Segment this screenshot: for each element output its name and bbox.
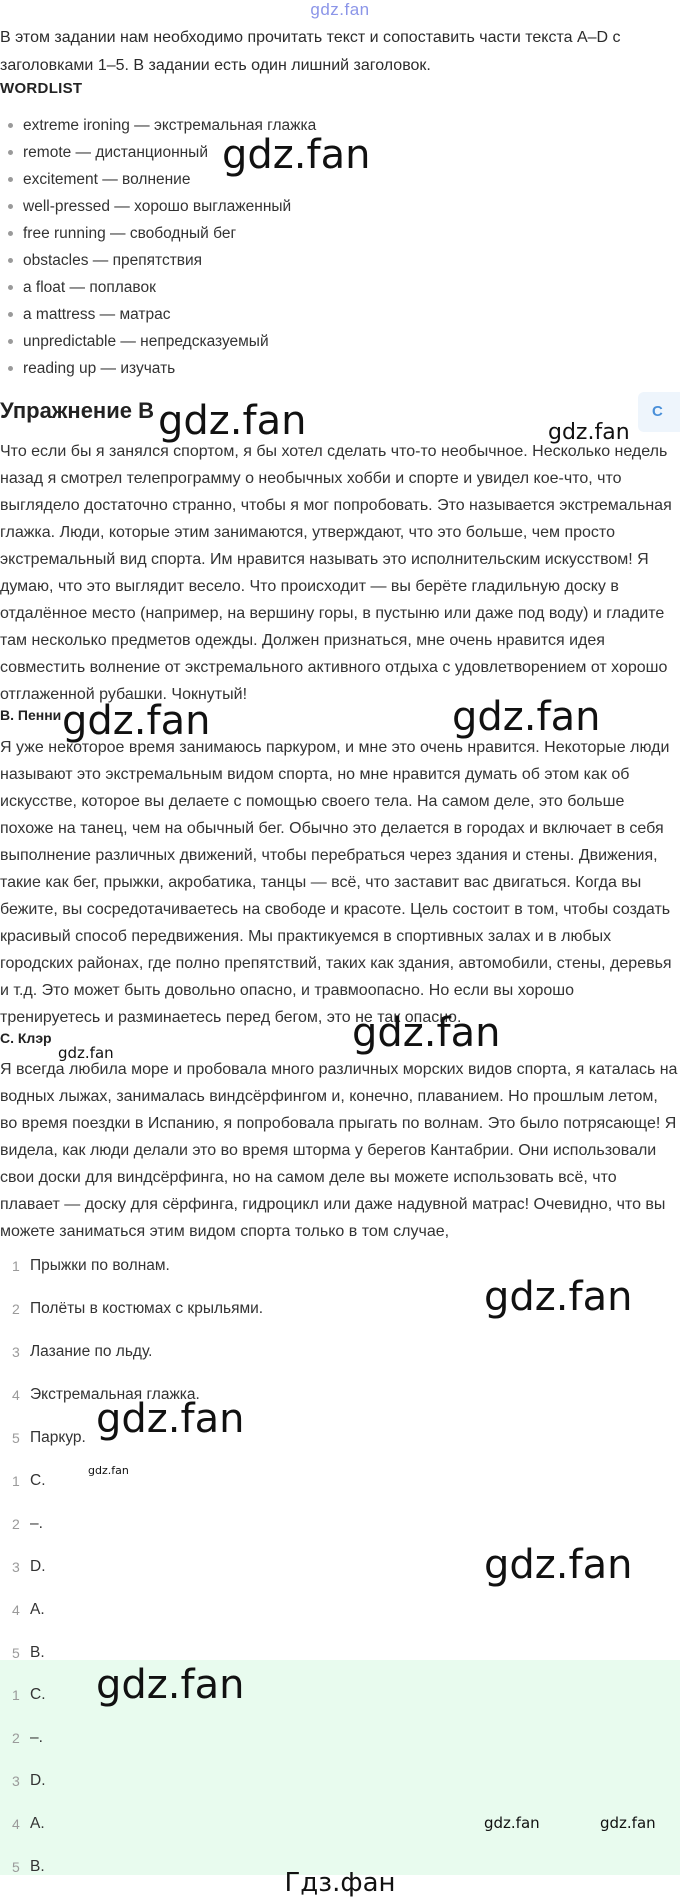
wordlist-item: remote — дистанционный — [8, 139, 316, 166]
paragraph-a: Что если бы я занялся спортом, я бы хотел сделать что-то необычное. Несколько недель назад я смотрел телепрограмму о необычных хобби и спорте и увидел кое-что, что выглядело достаточно странно, чтобы я мог попробовать. Это называется экстремальная глажка. Люди, которые этим занимаются, утверждают, что это больше, чем просто экстремальный вид спорта. Им нравится называть это исполнительским искусством! Я думаю, что это выглядит весело. Что происходит — вы берёте гладильную доску в отдалённое место (например, на вершину горы, в пустыню или даже под воду) и гладите там несколько предметов одежды. Должен признаться, мне очень нравится идея совместить волнение от экстремального активного отдыха с удовлетворением от хорошо отглаженной рубашки. Чокнутый! — [0, 443, 672, 703]
watermark: gdz.fan — [548, 420, 630, 445]
c-button[interactable]: C — [638, 392, 680, 432]
watermark: gdz.fan — [88, 1464, 129, 1477]
bullet-icon — [8, 231, 13, 236]
bullet-icon — [8, 366, 13, 371]
wordlist-item: unpredictable — непредсказуемый — [8, 328, 316, 355]
paragraph-c: Я всегда любила море и пробовала много различных морских видов спорта, я каталась на водных лыжах, занималась виндсёрфингом и, конечно, плаванием. Но прошлым летом, во время поездки в Испанию, я попробовала прыгать по волнам. Это было потрясающе! Я видела, как люди делали это во время шторма у берегов Кантабрии. Они использовали свои доски для виндсёрфинга, но на самом деле вы можете использовать всё, что плавает — доску для сёрфинга, гидроцикл или даже надувной матрас! Очевидно, что вы можете заниматься этим видом спорта только в том случае, — [0, 1061, 678, 1240]
list-item: 4 A. — [12, 1814, 45, 1832]
wordlist-item: free running — свободный бег — [8, 220, 316, 247]
watermark: gdz.fan — [484, 1814, 540, 1832]
watermark: gdz.fan — [452, 694, 601, 740]
list-item: 5 B. — [12, 1857, 45, 1875]
bullet-icon — [8, 150, 13, 155]
bullet-icon — [8, 123, 13, 128]
list-item: 2 –. — [12, 1728, 43, 1746]
watermark: gdz.fan — [62, 698, 211, 744]
list-item: 3 D. — [12, 1771, 46, 1789]
list-item: 5 B. — [12, 1643, 45, 1661]
list-item: 4 Экстремальная глажка. — [12, 1385, 200, 1403]
list-item: 1 C. — [12, 1685, 46, 1703]
list-item: 1 Прыжки по волнам. — [12, 1256, 170, 1274]
wordlist-heading: WORDLIST — [0, 80, 83, 97]
watermark: gdz.fan — [222, 132, 371, 178]
wordlist-item: obstacles — препятствия — [8, 247, 316, 274]
watermark: gdz.fan — [484, 1542, 633, 1588]
section-b-heading: B. Пенни — [0, 707, 62, 723]
list-item: 3 D. — [12, 1557, 46, 1575]
intro-text: В этом задании нам необходимо прочитать текст и сопоставить части текста A–D с заголовками 1–5. В задании есть один лишний заголовок. — [0, 29, 621, 74]
bullet-icon — [8, 177, 13, 182]
bullet-icon — [8, 312, 13, 317]
watermark: gdz.fan — [96, 1396, 245, 1442]
list-item: 1 C. — [12, 1471, 46, 1489]
watermark: gdz.fan — [352, 1010, 501, 1056]
wordlist-item: excitement — волнение — [8, 166, 316, 193]
top-watermark: gdz.fan — [310, 0, 370, 19]
list-item: 5 Паркур. — [12, 1428, 86, 1446]
paragraph-b: Я уже некоторое время занимаюсь паркуром, и мне это очень нравится. Некоторые люди называют это экстремальным видом спорта, но мне нравится думать об этом как об искусстве, которое вы делаете с помощью своего тела. На самом деле, это больше похоже на танец, чем на обычный бег. Обычно это делается в городах и включает в себя выполнение различных движений, чтобы перебраться через здания и стены. Движения, такие как бег, прыжки, акробатика, танцы — всё, что заставит вас двигаться. Когда вы бежите, вы сосредотачиваетесь на свободе и красоте. Цель состоит в том, чтобы создать красивый способ передвижения. Мы практикуемся в спортивных залах и в любых городских районах, где полно препятствий, таких как здания, автомобили, стены, деревья и т.д. Это может быть довольно опасно, и травмоопасно. Но если вы хорошо тренируетесь и разминаетесь перед бегом, это не так опасно. — [0, 739, 672, 1026]
bullet-icon — [8, 285, 13, 290]
wordlist-item: a float — поплавок — [8, 274, 316, 301]
bullet-icon — [8, 204, 13, 209]
list-item: 3 Лазание по льду. — [12, 1342, 153, 1360]
list-item: 2 Полёты в костюмах с крыльями. — [12, 1299, 264, 1317]
section-c-heading: C. Клэр — [0, 1030, 52, 1046]
wordlist-item: extreme ironing — экстремальная глажка — [8, 112, 316, 139]
bullet-icon — [8, 339, 13, 344]
exercise-title: Упражнение B — [0, 398, 154, 423]
wordlist-item: a mattress — матрас — [8, 301, 316, 328]
wordlist-item: reading up — изучать — [8, 355, 316, 382]
wordlist-item: well-pressed — хорошо выглаженный — [8, 193, 316, 220]
watermark: gdz.fan — [484, 1274, 633, 1320]
bottom-watermark: Гдз.фан — [284, 1868, 396, 1898]
watermark: gdz.fan — [96, 1662, 245, 1708]
watermark: gdz.fan — [58, 1044, 114, 1062]
list-item: 2 –. — [12, 1514, 43, 1532]
watermark: gdz.fan — [158, 398, 307, 444]
bullet-icon — [8, 258, 13, 263]
watermark: gdz.fan — [600, 1814, 656, 1832]
list-item: 4 A. — [12, 1600, 45, 1618]
